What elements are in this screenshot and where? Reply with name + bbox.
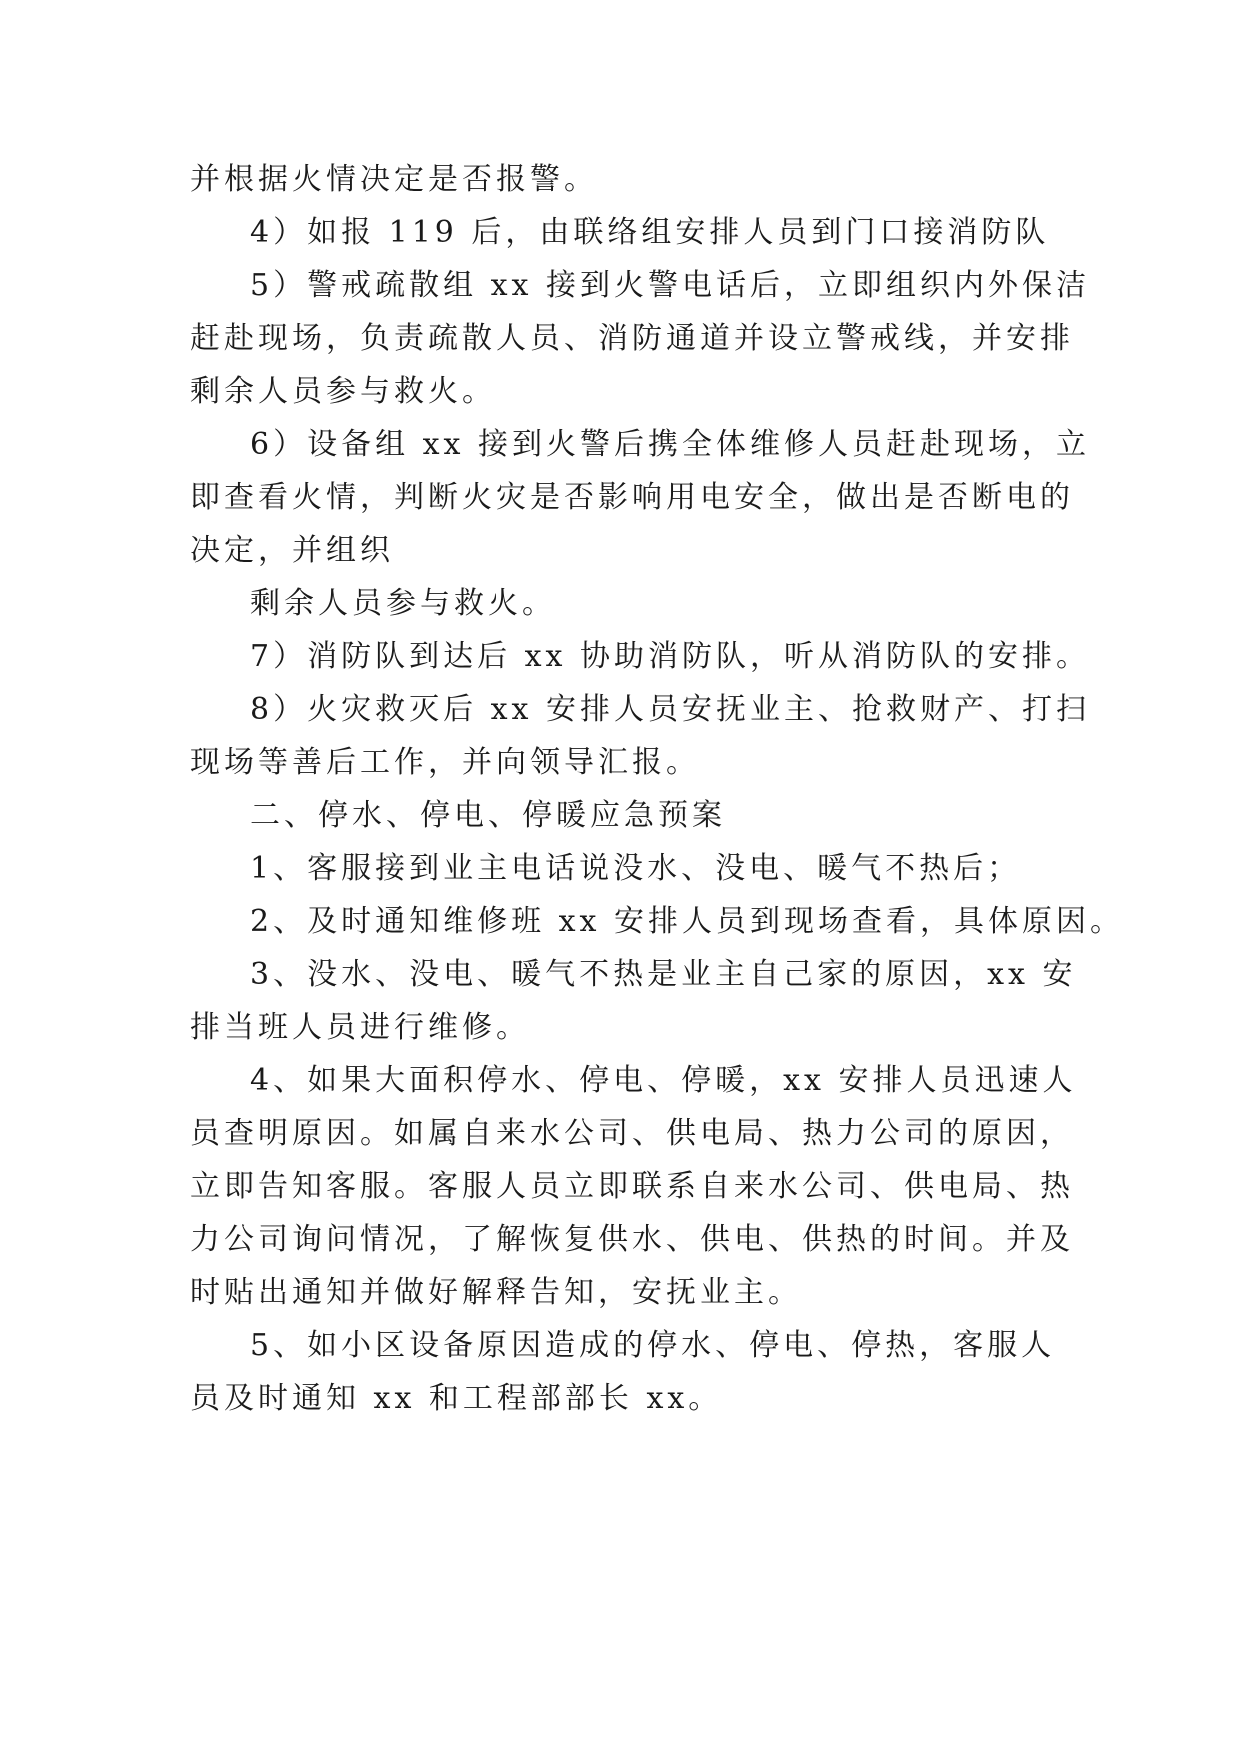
text-line: 员查明原因。如属自来水公司、供电局、热力公司的原因， xyxy=(190,1116,1074,1151)
text-line: 剩余人员参与救火。 xyxy=(190,374,496,409)
text-line: 4）如报 119 后，由联络组安排人员到门口接消防队 xyxy=(250,215,1050,250)
text-line: 员及时通知 xx 和工程部部长 xx。 xyxy=(190,1381,723,1416)
text-line: 时贴出通知并做好解释告知，安抚业主。 xyxy=(190,1275,802,1310)
text-line: 2、及时通知维修班 xx 安排人员到现场查看，具体原因。 xyxy=(250,904,1124,939)
text-line: 7）消防队到达后 xx 协助消防队，听从消防队的安排。 xyxy=(250,639,1090,674)
text-line: 赶赴现场，负责疏散人员、消防通道并设立警戒线，并安排 xyxy=(190,321,1074,356)
text-line: 6）设备组 xx 接到火警后携全体维修人员赶赴现场，立 xyxy=(250,427,1090,462)
text-line: 8）火灾救灭后 xx 安排人员安抚业主、抢救财产、打扫 xyxy=(250,692,1090,727)
text-line: 3、没水、没电、暖气不热是业主自己家的原因，xx 安 xyxy=(250,957,1077,992)
text-line: 决定，并组织 xyxy=(190,533,394,568)
text-line: 5）警戒疏散组 xx 接到火警电话后，立即组织内外保洁 xyxy=(250,268,1090,303)
text-line: 并根据火情决定是否报警。 xyxy=(190,162,598,197)
text-line: 力公司询问情况，了解恢复供水、供电、供热的时间。并及 xyxy=(190,1222,1074,1257)
text-line: 排当班人员进行维修。 xyxy=(190,1010,530,1045)
section-heading: 二、停水、停电、停暖应急预案 xyxy=(250,798,726,833)
text-line: 现场等善后工作，并向领导汇报。 xyxy=(190,745,700,780)
text-line: 剩余人员参与救火。 xyxy=(250,586,556,621)
text-line: 即查看火情，判断火灾是否影响用电安全，做出是否断电的 xyxy=(190,480,1074,515)
text-line: 立即告知客服。客服人员立即联系自来水公司、供电局、热 xyxy=(190,1169,1074,1204)
text-line: 5、如小区设备原因造成的停水、停电、停热，客服人 xyxy=(250,1328,1056,1363)
text-line: 1、客服接到业主电话说没水、没电、暖气不热后； xyxy=(250,851,1022,886)
text-line: 4、如果大面积停水、停电、停暖，xx 安排人员迅速人 xyxy=(250,1063,1077,1098)
